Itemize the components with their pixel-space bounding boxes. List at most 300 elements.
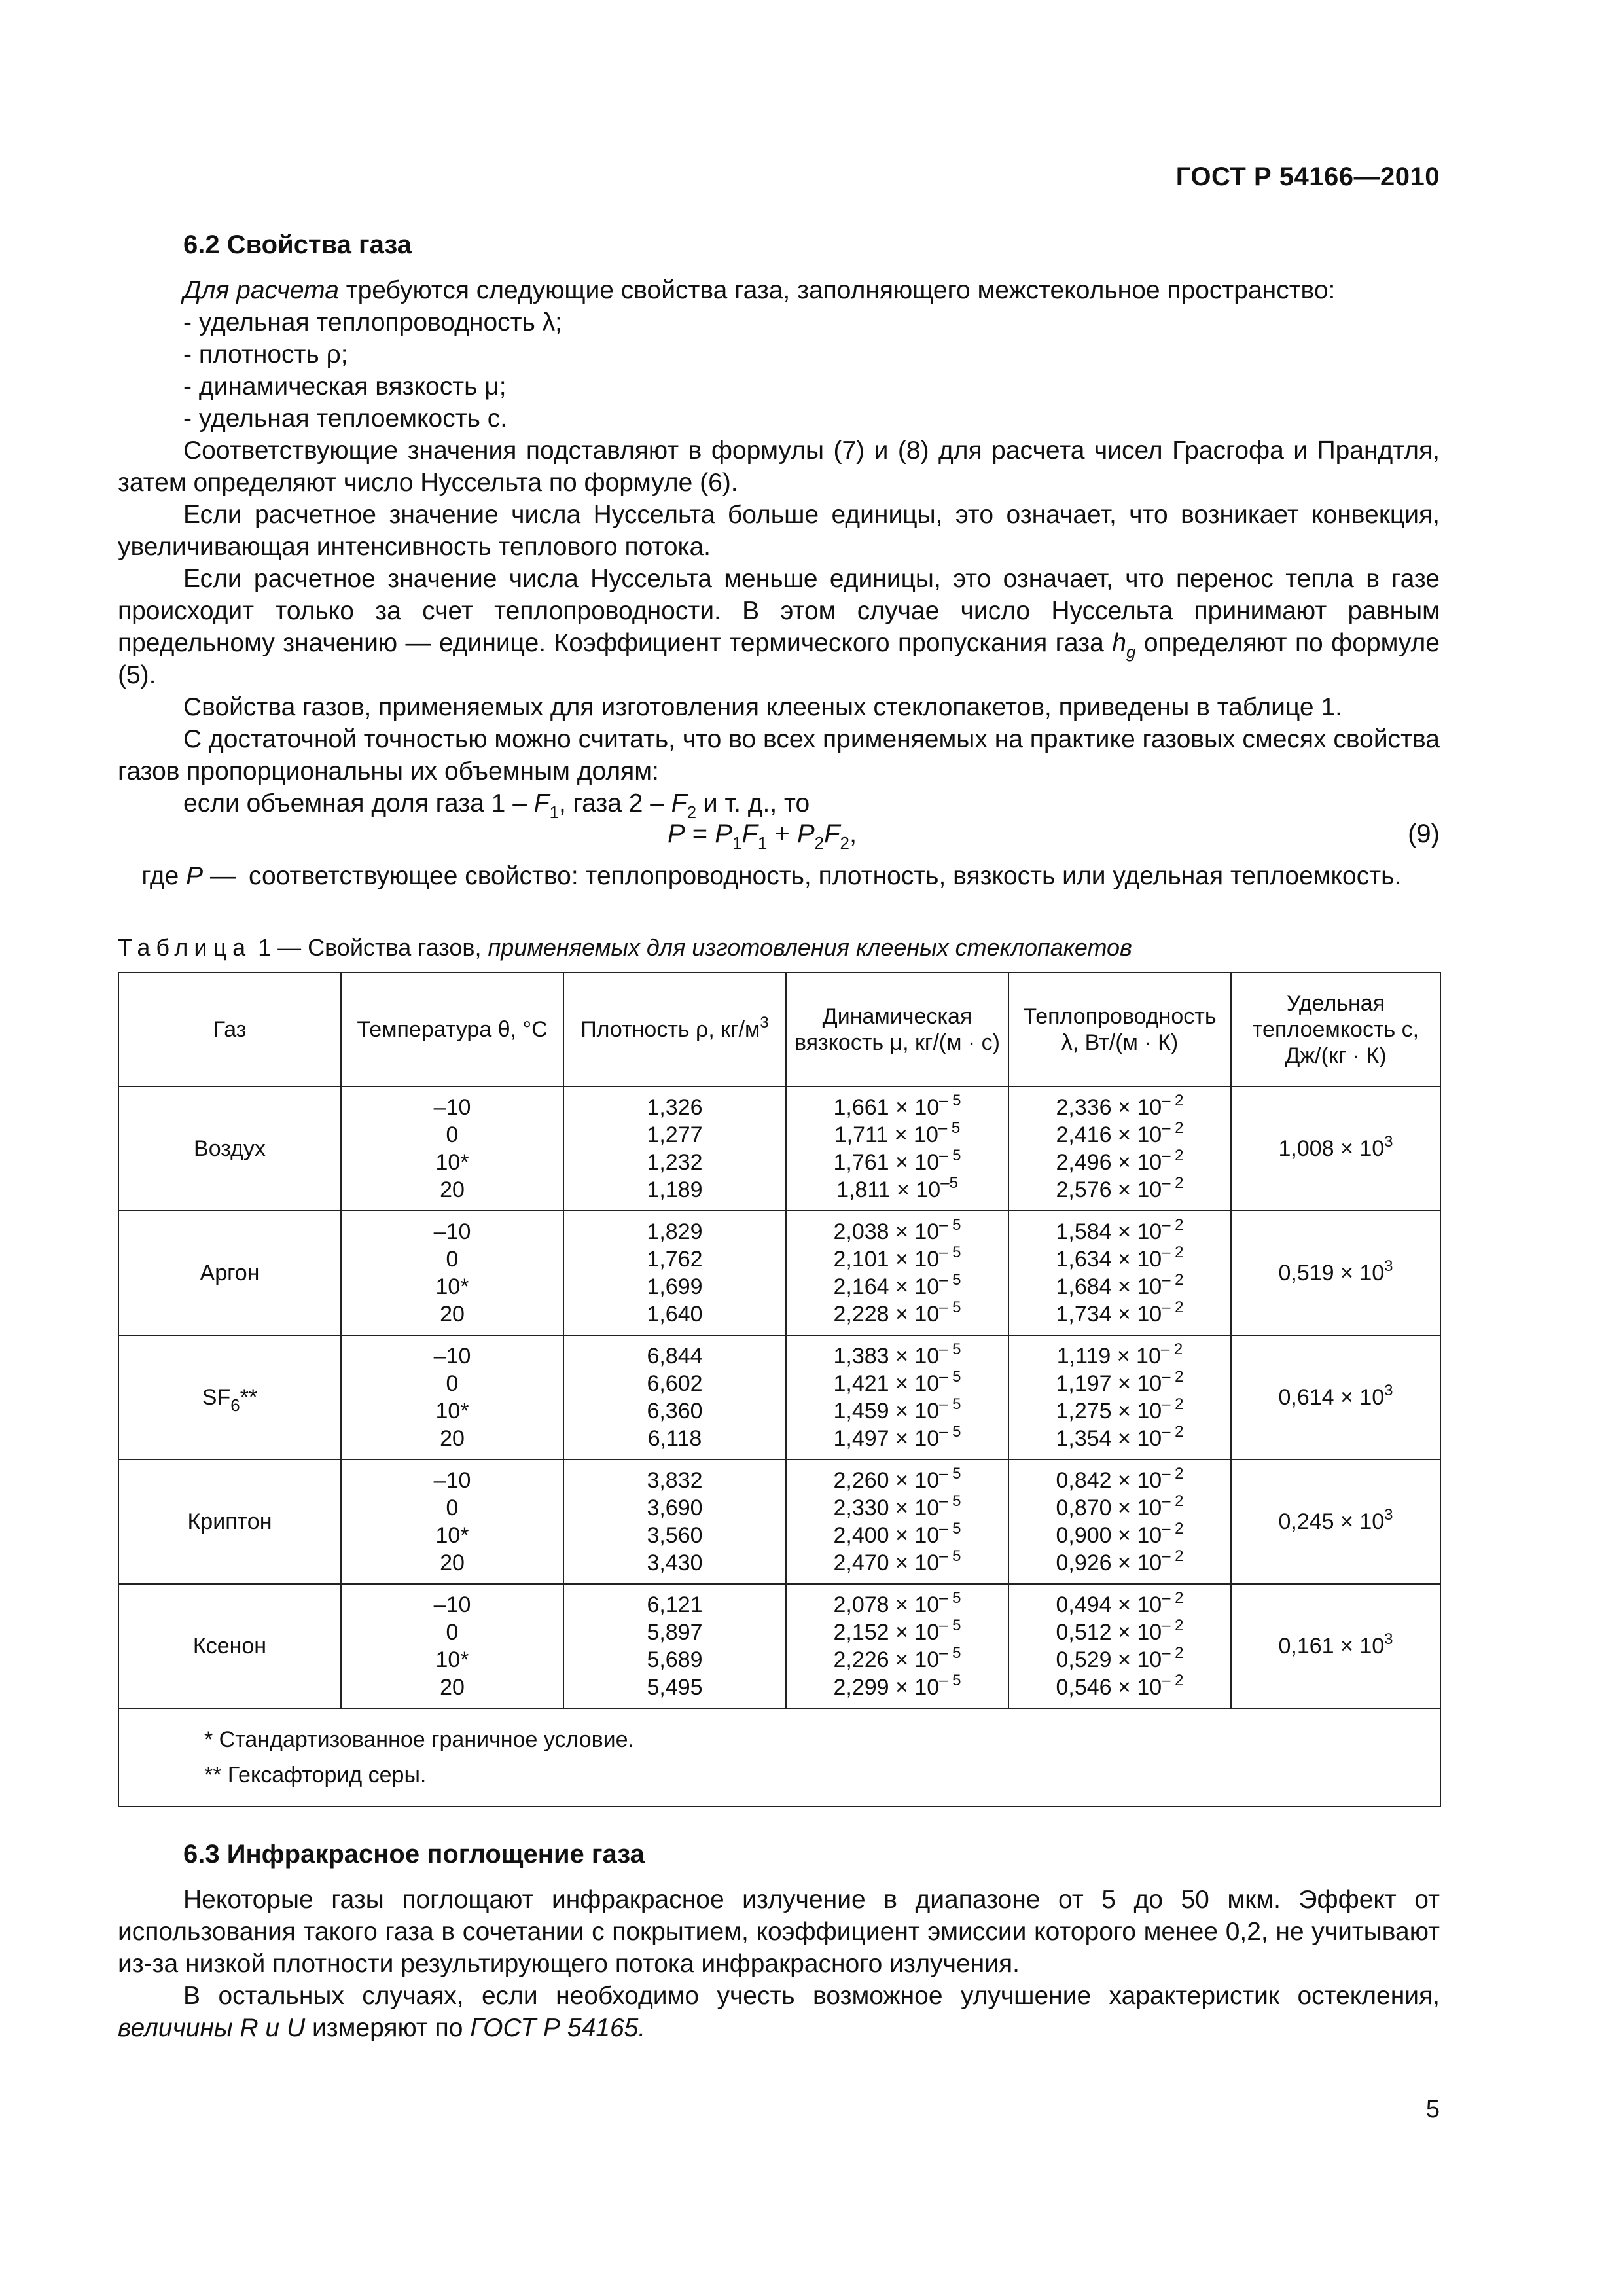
gas-name: Аргон: [200, 1260, 260, 1285]
density-value: [564, 1370, 785, 1397]
viscosity-mantissa: 1,383 × 10: [833, 1344, 940, 1369]
temperature-cell: [341, 1335, 563, 1460]
conductivity-exponent: – 2: [1162, 1092, 1184, 1109]
density-mantissa: 6,360: [647, 1399, 703, 1424]
conductivity-mantissa: 0,494 × 10: [1056, 1592, 1162, 1617]
temperature-mantissa: –10: [433, 1468, 471, 1493]
text-span: где: [141, 862, 187, 890]
viscosity-value: [787, 1549, 1008, 1577]
gas-name-cell: [118, 1086, 341, 1211]
viscosity-mantissa: 1,421 × 10: [833, 1371, 940, 1396]
density-mantissa: 1,326: [647, 1095, 703, 1120]
formula-part: F: [741, 819, 758, 848]
viscosity-exponent: – 5: [939, 1423, 961, 1441]
heat-capacity-cell: [1231, 1460, 1440, 1584]
density-value: [564, 1646, 785, 1674]
density-value: [564, 1121, 785, 1149]
temperature-mantissa: 0: [446, 1247, 459, 1272]
temperature-mantissa: 0: [446, 1371, 459, 1396]
viscosity-exponent: – 5: [939, 1617, 961, 1634]
header-density-label: Плотность ρ, кг/м: [580, 1017, 760, 1042]
conductivity-mantissa: 0,546 × 10: [1056, 1675, 1162, 1700]
viscosity-mantissa: 2,299 × 10: [833, 1675, 940, 1700]
conductivity-cell: [1008, 1211, 1231, 1335]
temperature-value: [342, 1494, 563, 1522]
heat-capacity-mantissa: 0,161 × 10: [1278, 1633, 1385, 1659]
density-value: [564, 1094, 785, 1121]
temperature-value: [342, 1397, 563, 1425]
heat-capacity-cell: [1231, 1584, 1440, 1708]
heat-capacity-cell: [1231, 1086, 1440, 1211]
conductivity-exponent: – 2: [1162, 1644, 1184, 1662]
temperature-value: [342, 1549, 563, 1577]
density-mantissa: 6,121: [647, 1592, 703, 1617]
paragraph: [118, 563, 1440, 691]
conductivity-exponent: – 2: [1162, 1672, 1184, 1689]
formula-part: P: [796, 819, 815, 848]
italic-span: величины R и U: [118, 2014, 306, 2042]
header-viscosity: Динамическая вязкость μ, кг/(м · с): [786, 973, 1008, 1086]
table-row: [118, 1335, 1440, 1460]
viscosity-value: [787, 1370, 1008, 1397]
text-span: определяют по формуле (5).: [118, 629, 1440, 689]
property-list-item: - динамическая вязкость μ;: [183, 372, 507, 401]
subscript: 2: [687, 802, 697, 822]
temperature-value: [342, 1176, 563, 1204]
heat-capacity-exponent: 3: [1384, 1132, 1393, 1151]
density-cell: [563, 1211, 786, 1335]
viscosity-mantissa: 1,661 × 10: [833, 1095, 940, 1120]
temperature-mantissa: 10*: [435, 1274, 469, 1299]
temperature-value: [342, 1094, 563, 1121]
density-value: [564, 1549, 785, 1577]
gas-name: Криптон: [187, 1509, 272, 1534]
table-row: [118, 1211, 1440, 1335]
formula-9: [118, 819, 1440, 857]
density-value: [564, 1425, 785, 1452]
paragraph: [118, 1980, 1440, 2044]
gas-name: SF: [202, 1384, 231, 1410]
symbol-F: F: [533, 789, 550, 817]
gas-name-cell: [118, 1584, 341, 1708]
table-body: [118, 1086, 1440, 1708]
temperature-cell: [341, 1211, 563, 1335]
heat-capacity-exponent: 3: [1384, 1505, 1393, 1524]
viscosity-mantissa: 2,400 × 10: [833, 1523, 940, 1548]
density-mantissa: 1,699: [647, 1274, 703, 1299]
paragraph: С достаточной точностью можно считать, что во всех применяемых на практике газовых смесях свойства газов пропорциональны их объемным долям:: [118, 725, 1440, 785]
intro-text: требуются следующие свойства газа, заполняющего межстекольное пространство:: [338, 276, 1336, 304]
viscosity-value: [787, 1218, 1008, 1246]
note-sf6: ** Гексафторид серы.: [204, 1763, 427, 1787]
viscosity-mantissa: 2,038 × 10: [833, 1219, 940, 1244]
viscosity-mantissa: 2,260 × 10: [833, 1468, 940, 1493]
heat-capacity-mantissa: 1,008 × 10: [1278, 1136, 1385, 1161]
text-span: Если расчетное значение числа Нуссельта меньше единицы, это означает, что перенос тепла в газе происходит только за счет теплопроводности. В этом случае число Нуссельта принимают равным предельному значению — единице. Коэффициент термического пропускания газа: [118, 565, 1440, 657]
viscosity-exponent: – 5: [939, 1271, 961, 1289]
conductivity-value: [1009, 1397, 1230, 1425]
formula-sub: 2: [840, 833, 849, 853]
conductivity-value: [1009, 1591, 1230, 1619]
density-value: [564, 1218, 785, 1246]
heat-capacity-exponent: 3: [1384, 1630, 1393, 1648]
density-mantissa: 3,560: [647, 1523, 703, 1548]
property-list-item: - удельная теплопроводность λ;: [183, 308, 563, 336]
density-value: [564, 1467, 785, 1494]
formula-sub: 2: [814, 833, 825, 853]
temperature-value: [342, 1246, 563, 1273]
conductivity-exponent: – 2: [1162, 1617, 1184, 1634]
temperature-mantissa: 0: [446, 1496, 459, 1520]
conductivity-exponent: – 2: [1162, 1492, 1184, 1510]
viscosity-mantissa: 2,470 × 10: [833, 1551, 940, 1575]
text-span: —: [203, 862, 236, 890]
gas-name-cell: [118, 1335, 341, 1460]
density-value: [564, 1397, 785, 1425]
gas-note-mark: **: [240, 1384, 258, 1410]
conductivity-exponent: – 2: [1162, 1547, 1184, 1565]
section-6-3-title: 6.3 Инфракрасное поглощение газа: [183, 1840, 645, 1869]
paragraph: [118, 787, 1440, 822]
caption-title: применяемых для изготовления клееных стеклопакетов: [488, 934, 1132, 961]
temperature-mantissa: 20: [440, 1675, 465, 1700]
temperature-mantissa: 10*: [435, 1150, 469, 1175]
heat-capacity-exponent: 3: [1384, 1257, 1393, 1275]
table-notes-row: [118, 1708, 1440, 1806]
conductivity-exponent: – 2: [1162, 1244, 1184, 1261]
viscosity-mantissa: 2,152 × 10: [833, 1620, 940, 1645]
formula-sub: 1: [732, 833, 742, 853]
viscosity-exponent: –5: [940, 1174, 958, 1192]
density-mantissa: 1,829: [647, 1219, 703, 1244]
viscosity-cell: [786, 1211, 1008, 1335]
viscosity-cell: [786, 1460, 1008, 1584]
formula-number: (9): [1408, 819, 1440, 848]
temperature-mantissa: 10*: [435, 1647, 469, 1672]
viscosity-mantissa: 2,226 × 10: [833, 1647, 940, 1672]
symbol-h: h: [1112, 629, 1126, 657]
density-cell: [563, 1086, 786, 1211]
property-list-item: - плотность ρ;: [183, 340, 348, 368]
subscript: 1: [549, 802, 560, 822]
conductivity-exponent: – 2: [1162, 1147, 1184, 1164]
conductivity-cell: [1008, 1335, 1231, 1460]
viscosity-exponent: – 5: [939, 1299, 961, 1316]
paragraph: Некоторые газы поглощают инфракрасное излучение в диапазоне от 5 до 50 мкм. Эффект от использования такого газа в сочетании с покрытием, коэффициент эмиссии которого менее 0,2, не учитывают из-за низкой плотности результирующего потока инфракрасного излучения.: [118, 1886, 1440, 1978]
viscosity-value: [787, 1121, 1008, 1149]
temperature-value: [342, 1467, 563, 1494]
heat-capacity-cell: [1231, 1211, 1440, 1335]
gas-name-cell: [118, 1211, 341, 1335]
viscosity-mantissa: 2,228 × 10: [833, 1302, 940, 1327]
intro-italic: Для расчета: [183, 276, 339, 304]
temperature-value: [342, 1121, 563, 1149]
viscosity-exponent: – 5: [939, 1465, 961, 1482]
conductivity-mantissa: 0,926 × 10: [1056, 1551, 1162, 1575]
viscosity-mantissa: 2,164 × 10: [833, 1274, 940, 1299]
conductivity-mantissa: 0,529 × 10: [1056, 1647, 1162, 1672]
temperature-value: [342, 1646, 563, 1674]
formula-part: =: [685, 819, 715, 848]
density-mantissa: 1,189: [647, 1177, 703, 1202]
viscosity-value: [787, 1646, 1008, 1674]
conductivity-exponent: – 2: [1162, 1216, 1184, 1234]
conductivity-exponent: – 2: [1162, 1395, 1184, 1413]
conductivity-mantissa: 1,354 × 10: [1056, 1426, 1162, 1451]
density-value: [564, 1246, 785, 1273]
conductivity-value: [1009, 1674, 1230, 1701]
viscosity-exponent: – 5: [939, 1547, 961, 1565]
conductivity-value: [1009, 1549, 1230, 1577]
density-mantissa: 6,844: [647, 1344, 703, 1369]
formula-part: P: [668, 819, 685, 848]
temperature-mantissa: –10: [433, 1344, 471, 1369]
viscosity-exponent: – 5: [939, 1589, 961, 1607]
viscosity-exponent: – 5: [939, 1644, 961, 1662]
viscosity-cell: [786, 1086, 1008, 1211]
viscosity-value: [787, 1300, 1008, 1328]
density-cell: [563, 1460, 786, 1584]
conductivity-value: [1009, 1300, 1230, 1328]
heat-capacity-mantissa: 0,519 × 10: [1278, 1260, 1385, 1285]
where-label: [118, 860, 249, 892]
viscosity-value: [787, 1425, 1008, 1452]
header-temperature: Температура θ, °С: [341, 973, 563, 1086]
formula-part: P: [715, 819, 732, 848]
conductivity-mantissa: 1,584 × 10: [1056, 1219, 1162, 1244]
temperature-mantissa: 20: [440, 1177, 465, 1202]
density-mantissa: 5,495: [647, 1675, 703, 1700]
density-mantissa: 3,430: [647, 1551, 703, 1575]
conductivity-cell: [1008, 1086, 1231, 1211]
temperature-value: [342, 1218, 563, 1246]
caption-label: Таблица: [118, 934, 252, 961]
viscosity-exponent: – 5: [939, 1672, 961, 1689]
conductivity-mantissa: 0,842 × 10: [1056, 1468, 1162, 1493]
table-row: [118, 1460, 1440, 1584]
viscosity-exponent: – 5: [939, 1216, 961, 1234]
temperature-value: [342, 1300, 563, 1328]
viscosity-exponent: – 5: [939, 1147, 961, 1164]
density-mantissa: 6,602: [647, 1371, 703, 1396]
viscosity-exponent: – 5: [939, 1395, 961, 1413]
conductivity-exponent: – 2: [1162, 1589, 1184, 1607]
density-value: [564, 1494, 785, 1522]
viscosity-cell: [786, 1584, 1008, 1708]
viscosity-value: [787, 1591, 1008, 1619]
conductivity-cell: [1008, 1460, 1231, 1584]
conductivity-value: [1009, 1149, 1230, 1176]
viscosity-value: [787, 1397, 1008, 1425]
conductivity-value: [1009, 1467, 1230, 1494]
viscosity-value: [787, 1246, 1008, 1273]
density-value: [564, 1522, 785, 1549]
conductivity-exponent: – 2: [1162, 1368, 1184, 1386]
density-mantissa: 1,640: [647, 1302, 703, 1327]
temperature-mantissa: 0: [446, 1122, 459, 1147]
gas-subscript: 6: [230, 1395, 240, 1415]
text-span: если объемная доля газа 1 –: [183, 789, 534, 817]
formula-part: F: [824, 819, 840, 848]
conductivity-value: [1009, 1342, 1230, 1370]
temperature-value: [342, 1522, 563, 1549]
temperature-value: [342, 1425, 563, 1452]
property-list-item: - удельная теплоемкость с.: [183, 404, 508, 433]
density-value: [564, 1591, 785, 1619]
viscosity-mantissa: 2,078 × 10: [833, 1592, 940, 1617]
conductivity-mantissa: 2,576 × 10: [1056, 1177, 1162, 1202]
heat-capacity-exponent: 3: [1384, 1381, 1393, 1399]
viscosity-value: [787, 1149, 1008, 1176]
temperature-value: [342, 1273, 563, 1300]
temperature-value: [342, 1342, 563, 1370]
heat-capacity-mantissa: 0,245 × 10: [1278, 1509, 1385, 1534]
formula-expression: [668, 819, 857, 853]
conductivity-mantissa: 2,336 × 10: [1056, 1095, 1162, 1120]
intro-paragraph: [118, 274, 1440, 306]
viscosity-value: [787, 1494, 1008, 1522]
conductivity-exponent: – 2: [1162, 1423, 1184, 1441]
paragraph: Свойства газов, применяемых для изготовления клееных стеклопакетов, приведены в таблице 1.: [183, 693, 1342, 721]
table-caption: [118, 934, 1440, 961]
density-mantissa: 3,690: [647, 1496, 703, 1520]
temperature-value: [342, 1674, 563, 1701]
viscosity-value: [787, 1467, 1008, 1494]
header-conductivity: Теплопроводность λ, Вт/(м · К): [1008, 973, 1231, 1086]
density-cell: [563, 1335, 786, 1460]
header-density-exp: 3: [760, 1014, 769, 1031]
density-value: [564, 1300, 785, 1328]
viscosity-exponent: – 5: [939, 1520, 961, 1537]
gas-properties-table: [118, 972, 1441, 1807]
temperature-mantissa: 0: [446, 1620, 459, 1645]
viscosity-exponent: – 5: [939, 1340, 961, 1358]
density-value: [564, 1149, 785, 1176]
viscosity-mantissa: 2,330 × 10: [833, 1496, 940, 1520]
text-span: и т. д., то: [696, 789, 810, 817]
table-row: [118, 1086, 1440, 1211]
temperature-cell: [341, 1086, 563, 1211]
density-mantissa: 3,832: [647, 1468, 703, 1493]
conductivity-value: [1009, 1246, 1230, 1273]
formula-part: ,: [849, 819, 857, 848]
standard-header: ГОСТ Р 54166—2010: [1175, 162, 1440, 191]
density-mantissa: 5,689: [647, 1647, 703, 1672]
conductivity-mantissa: 2,416 × 10: [1056, 1122, 1162, 1147]
temperature-mantissa: 10*: [435, 1399, 469, 1424]
temperature-value: [342, 1591, 563, 1619]
temperature-value: [342, 1619, 563, 1646]
temperature-mantissa: 20: [440, 1302, 465, 1327]
density-mantissa: 1,277: [647, 1122, 703, 1147]
conductivity-mantissa: 0,512 × 10: [1056, 1620, 1162, 1645]
subscript-g: g: [1126, 642, 1136, 662]
temperature-mantissa: 10*: [435, 1523, 469, 1548]
caption-number: 1 — Свойства газов,: [251, 934, 488, 961]
conductivity-mantissa: 0,900 × 10: [1056, 1523, 1162, 1548]
viscosity-mantissa: 2,101 × 10: [833, 1247, 940, 1272]
conductivity-exponent: – 2: [1162, 1299, 1184, 1316]
viscosity-cell: [786, 1335, 1008, 1460]
page-number: 5: [1425, 2096, 1440, 2123]
table-notes: [118, 1708, 1440, 1806]
note-standard-condition: * Стандартизованное граничное условие.: [204, 1727, 635, 1752]
where-clause: [118, 860, 1440, 892]
conductivity-value: [1009, 1522, 1230, 1549]
viscosity-value: [787, 1619, 1008, 1646]
density-value: [564, 1619, 785, 1646]
conductivity-value: [1009, 1494, 1230, 1522]
viscosity-value: [787, 1273, 1008, 1300]
viscosity-mantissa: 1,459 × 10: [833, 1399, 940, 1424]
viscosity-exponent: – 5: [939, 1368, 961, 1386]
temperature-mantissa: 20: [440, 1426, 465, 1451]
text-span: измеряют по: [305, 2014, 471, 2042]
conductivity-value: [1009, 1646, 1230, 1674]
conductivity-value: [1009, 1619, 1230, 1646]
density-value: [564, 1273, 785, 1300]
density-mantissa: 5,897: [647, 1620, 703, 1645]
conductivity-value: [1009, 1425, 1230, 1452]
density-value: [564, 1342, 785, 1370]
paragraph: Соответствующие значения подставляют в формулы (7) и (8) для расчета чисел Грасгофа и Прандтля, затем определяют число Нуссельта по формуле (6).: [118, 437, 1440, 497]
conductivity-exponent: – 2: [1162, 1465, 1184, 1482]
temperature-value: [342, 1370, 563, 1397]
temperature-mantissa: 20: [440, 1551, 465, 1575]
conductivity-mantissa: 1,684 × 10: [1056, 1274, 1162, 1299]
text-span: В остальных случаях, если необходимо учесть возможное улучшение характеристик остекления,: [183, 1982, 1440, 2010]
table-header-row: [118, 973, 1440, 1086]
page-content: [118, 230, 1440, 2044]
heat-capacity-mantissa: 0,614 × 10: [1278, 1384, 1385, 1410]
density-mantissa: 6,118: [647, 1426, 702, 1451]
conductivity-mantissa: 0,870 × 10: [1056, 1496, 1162, 1520]
gas-name-cell: [118, 1460, 341, 1584]
italic-span: ГОСТ Р 54165.: [470, 2014, 646, 2042]
viscosity-mantissa: 1,711 × 10: [834, 1122, 938, 1147]
viscosity-exponent: – 5: [939, 1244, 961, 1261]
section-6-2-title: 6.2 Свойства газа: [183, 230, 412, 259]
header-gas: Газ: [118, 973, 341, 1086]
density-value: [564, 1674, 785, 1701]
formula-sub: 1: [757, 833, 768, 853]
conductivity-exponent: – 2: [1162, 1174, 1184, 1192]
temperature-cell: [341, 1584, 563, 1708]
viscosity-value: [787, 1522, 1008, 1549]
viscosity-mantissa: 1,761 × 10: [833, 1150, 940, 1175]
conductivity-value: [1009, 1370, 1230, 1397]
density-mantissa: 1,232: [647, 1150, 703, 1175]
conductivity-mantissa: 1,734 × 10: [1056, 1302, 1162, 1327]
density-value: [564, 1176, 785, 1204]
temperature-value: [342, 1149, 563, 1176]
viscosity-value: [787, 1094, 1008, 1121]
viscosity-value: [787, 1342, 1008, 1370]
temperature-mantissa: –10: [433, 1219, 471, 1244]
text-span: , газа 2 –: [559, 789, 671, 817]
temperature-cell: [341, 1460, 563, 1584]
viscosity-exponent: – 5: [939, 1092, 961, 1109]
conductivity-mantissa: 2,496 × 10: [1056, 1150, 1162, 1175]
density-mantissa: 1,762: [647, 1247, 703, 1272]
conductivity-mantissa: 1,275 × 10: [1056, 1399, 1162, 1424]
conductivity-value: [1009, 1121, 1230, 1149]
viscosity-value: [787, 1674, 1008, 1701]
paragraph: Если расчетное значение числа Нуссельта больше единицы, это означает, что возникает конвекция, увеличивающая интенсивность теплового потока.: [118, 501, 1440, 561]
conductivity-exponent: – 2: [1162, 1119, 1184, 1137]
conductivity-value: [1009, 1218, 1230, 1246]
viscosity-mantissa: 1,811 × 10: [836, 1177, 941, 1202]
